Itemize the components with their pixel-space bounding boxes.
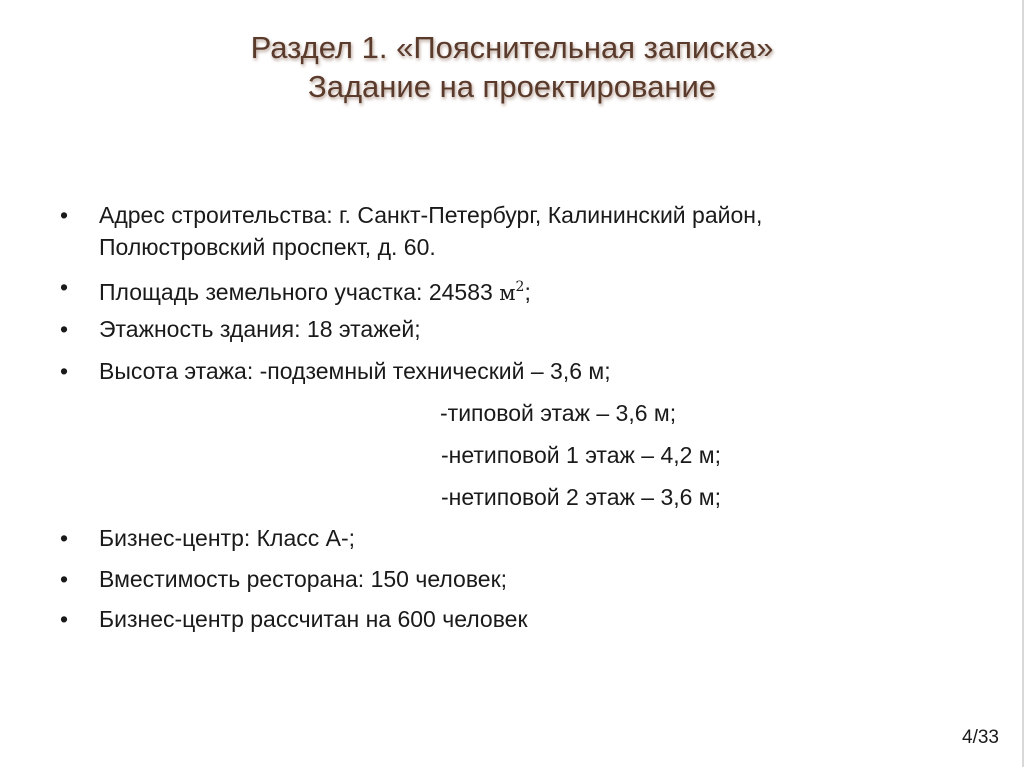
bullet-marker: • [60, 525, 69, 551]
land-area-suffix: ; [524, 279, 531, 305]
bullet-marker: • [60, 606, 69, 632]
address-line-1: Адрес строительства: г. Санкт-Петербург, Калининский район, [99, 202, 763, 228]
bullet-marker: • [60, 274, 69, 300]
business-capacity-line: Бизнес-центр рассчитан на 600 человек [99, 606, 528, 632]
slide-title-line-2: Задание на проектирование [307, 69, 716, 104]
land-area-text: Площадь земельного участка: 24583 [99, 279, 493, 305]
floor-height-line: Высота этажа: -подземный технический – 3,6 м; [99, 358, 611, 384]
floors-line: Этажность здания: 18 этажей; [99, 316, 421, 342]
area-unit: $м^2$ [499, 279, 525, 305]
business-class-line: Бизнес-центр: Класс А-; [99, 525, 356, 551]
address-line-2: Полюстровский проспект, д. 60. [99, 234, 436, 260]
land-area-line [99, 273, 531, 307]
floor-height-typical: -типовой этаж – 3,6 м; [440, 400, 677, 426]
slide-title-line-1: Раздел 1. «Пояснительная записка» [250, 30, 774, 65]
bullet-marker: • [60, 202, 69, 228]
bullet-marker: • [60, 316, 69, 342]
bullet-marker: • [60, 358, 69, 384]
floor-height-second: -нетиповой 2 этаж – 3,6 м; [441, 484, 722, 510]
bullet-marker: • [60, 566, 69, 592]
area-unit-exponent: 2 [515, 279, 525, 295]
restaurant-capacity-line: Вместимость ресторана: 150 человек; [99, 566, 508, 592]
page-number: 4/33 [962, 727, 999, 748]
floor-height-first: -нетиповой 1 этаж – 4,2 м; [441, 442, 722, 468]
